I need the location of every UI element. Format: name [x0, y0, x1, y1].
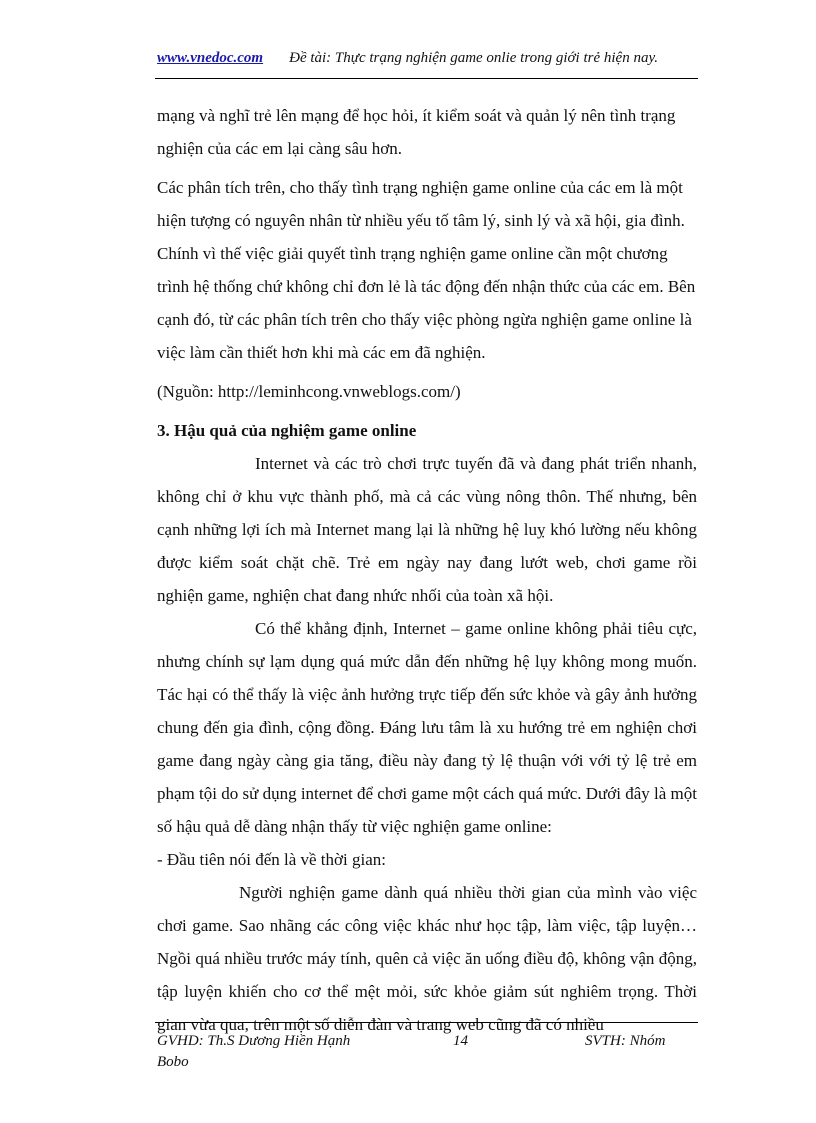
footer-student: SVTH: Nhóm — [585, 1033, 666, 1049]
footer-advisor: GVHD: Th.S Dương Hiền Hạnh — [157, 1033, 351, 1049]
header-site-link[interactable]: www.vnedoc.com — [157, 50, 264, 66]
header-topic: Đề tài: Thực trạng nghiện game onlie trong giới trẻ hiện nay. — [289, 50, 659, 66]
page-number: 14 — [453, 1033, 468, 1049]
paragraph-3: Internet và các trò chơi trực tuyến đã và đang phát triển nhanh, không chỉ ở khu vực thành phố, mà cả các vùng nông thôn. Thế nhưng, bên cạnh những lợi ích mà Internet mang lại là những hệ luỵ khó lường nếu không được kiểm soát chặt chẽ. Trẻ em ngày nay đang lướt web, chơi game rồi nghiện game, nghiện chat đang nhức nhối của toàn xã hội. — [157, 454, 697, 605]
paragraph-4: Có thể khẳng định, Internet – game online không phải tiêu cực, nhưng chính sự lạm dụng quá mức dẫn đến những hệ lụy không mong muốn. Tác hại có thể thấy là việc ảnh hưởng trực tiếp đến sức khỏe và gây ảnh hưởng chung đến gia đình, cộng đồng. Đáng lưu tâm là xu hướng trẻ em nghiện chơi game đang ngày càng gia tăng, điều này đang tỷ lệ thuận với với tỷ lệ trẻ em phạm tội do sử dụng internet để chơi game một cách quá mức. Dưới đây là một số hậu quả dễ dàng nhận thấy từ việc nghiện game online: — [157, 619, 697, 836]
footer-divider — [155, 1022, 698, 1023]
paragraph-5: Người nghiện game dành quá nhiều thời gian của mình vào việc chơi game. Sao nhãng các công việc khác như học tập, làm việc, tập luyện…Ngồi quá nhiều trước máy tính, quên cả việc ăn uống điều độ, không vận động, tập luyện khiến cho cơ thể mệt mỏi, sức khỏe giảm sút nghiêm trọng. Thời gian vừa qua, trên một số diễn đàn và trang web cũng đã có nhiều — [157, 883, 697, 1034]
source-citation: (Nguồn: http://leminhcong.vnweblogs.com/) — [157, 382, 461, 401]
header-divider — [155, 78, 698, 79]
bullet-item: - Đầu tiên nói đến là về thời gian: — [157, 850, 386, 869]
page-body — [157, 99, 697, 1041]
paragraph-1: mạng và nghĩ trẻ lên mạng để học hỏi, ít kiểm soát và quản lý nên tình trạng nghiện của các em lại càng sâu hơn. — [157, 106, 676, 158]
page-header — [157, 50, 697, 76]
paragraph-2: Các phân tích trên, cho thấy tình trạng nghiện game online của các em là một hiện tượng có nguyên nhân từ nhiều yếu tố tâm lý, sinh lý và xã hội, gia đình. Chính vì thế việc giải quyết tình trạng nghiện game online cần một chương trình hệ thống chứ không chỉ đơn lẻ là tác động đến nhận thức của các em. Bên cạnh đó, từ các phân tích trên cho thấy việc phòng ngừa nghiện game online là việc làm cần thiết hơn khi mà các em đã nghiện. — [157, 178, 696, 362]
footer-student-cont: Bobo — [157, 1054, 189, 1070]
section-heading: 3. Hậu quả của nghiệm game online — [157, 421, 417, 440]
